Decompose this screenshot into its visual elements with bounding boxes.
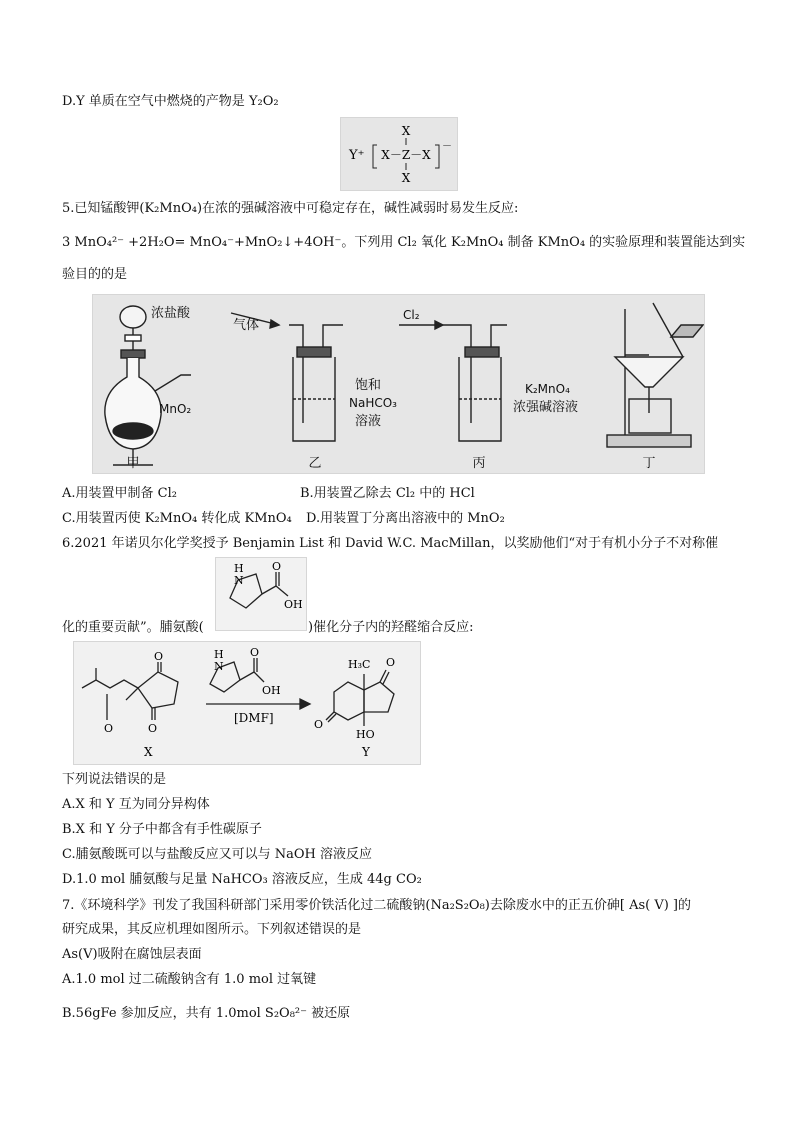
q6-option-d: D.1.0 mol 脯氨酸与足量 NaHCO₃ 溶液反应，生成 44g CO₂ bbox=[62, 872, 422, 887]
ion-charge: － bbox=[442, 141, 452, 152]
label-ding: 丁 bbox=[642, 456, 656, 471]
label-kmno4-2: 浓强碱溶液 bbox=[513, 400, 579, 415]
proline-o: O bbox=[272, 560, 282, 573]
q7-note: As(V)吸附在腐蚀层表面 bbox=[62, 947, 202, 962]
q6-stem-1: 6.2021 年诺贝尔化学奖授予 Benjamin List 和 David W.C. MacMillan，以奖励他们“对于有机小分子不对称催 bbox=[62, 536, 719, 551]
x-o-3: O bbox=[148, 722, 158, 735]
cat-oh: OH bbox=[262, 684, 281, 697]
label-cl2: Cl₂ bbox=[403, 308, 420, 322]
label-hcl: 浓盐酸 bbox=[151, 306, 191, 321]
q7-stem-1: 7.《环境科学》刊发了我国科研部门采用零价铁活化过二硫酸钠(Na₂S₂O₈)去除废水中的正五价砷[ As( V) ]的 bbox=[62, 898, 692, 913]
ion-cation: Y⁺ bbox=[349, 148, 365, 163]
ion-structure-figure bbox=[340, 117, 458, 191]
label-mno2: MnO₂ bbox=[159, 402, 192, 416]
proline-h: H bbox=[234, 562, 244, 575]
proline-figure bbox=[215, 557, 307, 631]
apparatus-ding bbox=[607, 303, 703, 447]
cat-n: N bbox=[214, 660, 224, 673]
q5-equation-cont: 验目的的是 bbox=[62, 267, 128, 282]
y-ho: HO bbox=[356, 728, 375, 741]
q7-stem-2: 研究成果，其反应机理如图所示。下列叙述错误的是 bbox=[62, 922, 362, 937]
ion-top-x: X bbox=[401, 124, 411, 138]
ion-center: X－Z－X bbox=[381, 148, 431, 162]
option-4d: D.Y 单质在空气中燃烧的产物是 Y₂O₂ bbox=[62, 94, 279, 109]
x-o-1: O bbox=[104, 722, 114, 735]
label-bing: 丙 bbox=[472, 456, 486, 471]
q6-ask: 下列说法错误的是 bbox=[62, 772, 167, 787]
q7-option-a: A.1.0 mol 过二硫酸钠含有 1.0 mol 过氧键 bbox=[62, 972, 317, 987]
q6-stem-2a: 化的重要贡献”。脯氨酸( bbox=[62, 620, 204, 635]
label-nahco3-3: 溶液 bbox=[355, 414, 382, 429]
q5-option-a: A.用装置甲制备 Cl₂ bbox=[62, 486, 177, 501]
cat-o: O bbox=[250, 646, 260, 659]
x-o-2: O bbox=[154, 650, 164, 663]
label-nahco3-1: 饱和 bbox=[355, 378, 382, 393]
q5-option-b: B.用装置乙除去 Cl₂ 中的 HCl bbox=[300, 486, 475, 501]
proline-oh: OH bbox=[284, 598, 303, 611]
label-nahco3-2: NaHCO₃ bbox=[349, 396, 397, 410]
q6-option-c: C.脯氨酸既可以与盐酸反应又可以与 NaOH 溶液反应 bbox=[62, 847, 373, 862]
q6-option-b: B.X 和 Y 分子中都含有手性碳原子 bbox=[62, 822, 262, 837]
q5-option-d: D.用装置丁分离出溶液中的 MnO₂ bbox=[306, 511, 505, 526]
ion-bottom-x: X bbox=[401, 171, 411, 185]
label-kmno4-1: K₂MnO₄ bbox=[525, 382, 570, 396]
label-jia: 甲 bbox=[126, 456, 140, 471]
apparatus-figure bbox=[92, 294, 705, 474]
proline-n: N bbox=[234, 574, 244, 587]
solvent: [DMF] bbox=[234, 711, 274, 725]
q7-option-b: B.56gFe 参加反应，共有 1.0mol S₂O₈²⁻ 被还原 bbox=[62, 1006, 351, 1021]
q5-equation: 3 MnO₄²⁻ +2H₂O= MnO₄⁻+MnO₂↓+4OH⁻。下列用 Cl₂ 氧化 K₂MnO₄ 制备 KMnO₄ 的实验原理和装置能达到实 bbox=[62, 235, 746, 250]
apparatus-bing bbox=[399, 321, 507, 441]
reaction-figure bbox=[73, 641, 421, 765]
q5-stem: 5.已知锰酸钾(K₂MnO₄)在浓的强碱溶液中可稳定存在，碱性减弱时易发生反应: bbox=[62, 201, 519, 216]
q6-option-a: A.X 和 Y 互为同分异构体 bbox=[62, 797, 210, 812]
y-o-1: O bbox=[386, 656, 396, 669]
y-ch3: H₃C bbox=[348, 658, 371, 671]
q6-stem-2b: )催化分子内的羟醛缩合反应: bbox=[308, 620, 474, 635]
x-label: X bbox=[144, 745, 153, 759]
y-label: Y bbox=[362, 745, 370, 759]
q5-option-c: C.用装置丙使 K₂MnO₄ 转化成 KMnO₄ bbox=[62, 511, 292, 526]
label-yi: 乙 bbox=[308, 456, 322, 471]
cat-h: H bbox=[214, 648, 224, 661]
apparatus-jia bbox=[105, 306, 191, 465]
label-gas: 气体 bbox=[233, 318, 260, 333]
y-o-2: O bbox=[314, 718, 324, 731]
